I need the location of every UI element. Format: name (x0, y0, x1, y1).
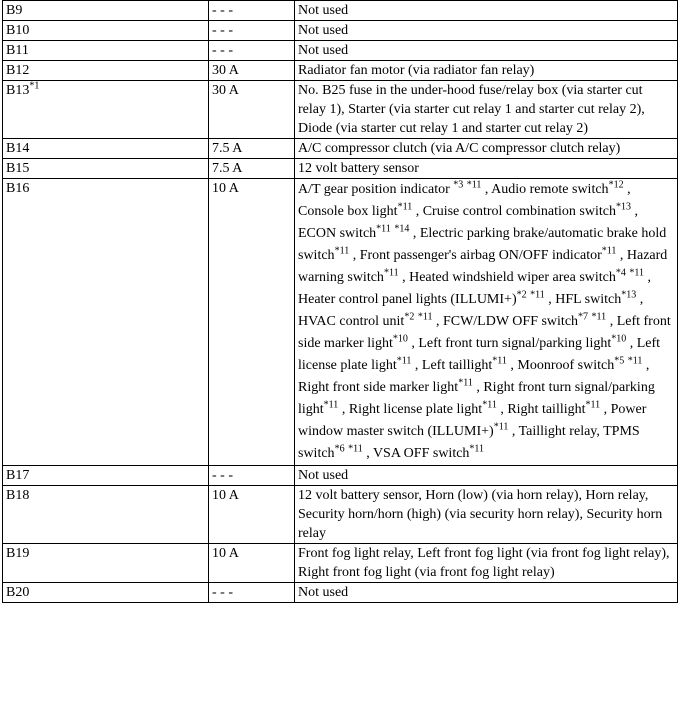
fuse-circuit: 12 volt battery sensor, Horn (low) (via horn relay), Horn relay, Security horn/horn (high) (via security horn relay), Security horn relay (295, 486, 678, 544)
footnote-marker: *11 (601, 245, 617, 257)
footnote-marker: *11 (482, 399, 497, 411)
footnote-marker: *12 (608, 179, 624, 191)
fuse-id: B17 (3, 466, 209, 486)
fuse-amperage: - - - (209, 21, 295, 41)
footnote-marker: *3 (453, 179, 464, 191)
footnote-marker: *11 (466, 179, 482, 191)
fuse-table (2, 0, 678, 603)
fuse-id: B16 (3, 179, 209, 466)
footnote-marker: *11 (458, 377, 473, 389)
table-row (3, 61, 678, 81)
footnote-marker: *6 (334, 443, 345, 455)
fuse-circuit: Front fog light relay, Left front fog light (via front fog light relay), Right front fog light (via front fog light relay) (295, 544, 678, 583)
fuse-id: B10 (3, 21, 209, 41)
table-row (3, 583, 678, 603)
footnote-marker: *2 (404, 311, 415, 323)
fuse-circuit: A/C compressor clutch (via A/C compressor clutch relay) (295, 139, 678, 159)
fuse-id: B19 (3, 544, 209, 583)
footnote-marker: *11 (323, 399, 339, 411)
footnote-marker: *11 (585, 399, 601, 411)
footnote-marker: *10 (392, 333, 408, 345)
fuse-amperage: 10 A (209, 544, 295, 583)
fuse-amperage: 30 A (209, 81, 295, 139)
fuse-id: B20 (3, 583, 209, 603)
footnote-marker: *10 (611, 333, 627, 345)
table-row (3, 41, 678, 61)
fuse-circuit: Not used (295, 583, 678, 603)
footnote-marker: *11 (493, 421, 509, 433)
fuse-id: B14 (3, 139, 209, 159)
footnote-marker: *11 (492, 355, 507, 367)
fuse-id-cell (3, 81, 209, 139)
fuse-circuit: Not used (295, 1, 678, 21)
footnote-marker: *11 (469, 443, 485, 455)
footnote-marker: *11 (383, 267, 399, 279)
footnote-marker: *11 (348, 443, 363, 455)
footnote-marker: *4 (615, 267, 626, 279)
table-row (3, 544, 678, 583)
fuse-circuit: A/T gear position indicator $^{*3}$ $^{*11}$ , Audio remote switch$^{*12}$ , Console box light$^{*11}$ , Cruise control combination switch$^{*13}$ , ECON switch$^{*11}$ $^{*14}$ , Electric parking brake/automatic brake hold switch$^{*11}$ , Front passenger's airbag ON/OFF indicator$^{*11}$ , Hazard warning switch$^{*11}$ , Heated windshield wiper area switch$^{*4}$ $^{*11}$ , Heater control panel lights (ILLUMI+)$^{*2}$ $^{*11}$ , HFL switch$^{*13}$ , HVAC control unit$^{*2}$ $^{*11}$ , FCW/LDW OFF switch$^{*7}$ $^{*11}$ , Left front side marker light$^{*10}$ , Left front turn signal/parking light$^{*10}$ , Left license plate light$^{*11}$ , Left taillight$^{*11}$ , Moonroof switch$^{*5}$ $^{*11}$ , Right front side marker light$^{*11}$ , Right front turn signal/parking light$^{*11}$ , Right license plate light$^{*11}$ , Right taillight$^{*11}$ , Power window master switch (ILLUMI+)$^{*11}$ , Taillight relay, TPMS switch$^{*6}$ $^{*11}$ , VSA OFF switch$^{*11}$ (295, 179, 678, 466)
footnote-marker: *11 (334, 245, 350, 257)
footnote-marker: *11 (376, 223, 391, 235)
footnote-marker: *14 (394, 223, 410, 235)
fuse-amperage: - - - (209, 41, 295, 61)
footnote-marker: *1 (29, 80, 40, 92)
footnote-marker: *5 (614, 355, 625, 367)
fuse-amperage: - - - (209, 466, 295, 486)
table-row (3, 139, 678, 159)
footnote-marker: *11 (530, 289, 545, 301)
table-row (3, 1, 678, 21)
fuse-id: B9 (3, 1, 209, 21)
fuse-circuit: No. B25 fuse in the under-hood fuse/relay box (via starter cut relay 1), Starter (via starter cut relay 1 and starter cut relay 2), Diode (via starter cut relay 1 and starter cut relay 2) (295, 81, 678, 139)
fuse-id: B13 (6, 83, 30, 98)
fuse-amperage: 7.5 A (209, 159, 295, 179)
footnote-marker: *13 (615, 201, 631, 213)
fuse-amperage: 10 A (209, 486, 295, 544)
fuse-id: B11 (3, 41, 209, 61)
fuse-amperage: 7.5 A (209, 139, 295, 159)
footnote-marker: *11 (627, 355, 643, 367)
footnote-marker: *11 (397, 201, 413, 213)
fuse-circuit: Not used (295, 21, 678, 41)
table-row (3, 179, 678, 466)
footnote-marker: *11 (629, 267, 645, 279)
fuse-id: B18 (3, 486, 209, 544)
footnote-marker: *13 (621, 289, 637, 301)
fuse-circuit: Radiator fan motor (via radiator fan relay) (295, 61, 678, 81)
footnote-marker: *11 (417, 311, 433, 323)
table-row (3, 21, 678, 41)
fuse-circuit: Not used (295, 466, 678, 486)
footnote-marker: *11 (396, 355, 412, 367)
fuse-circuit: Not used (295, 41, 678, 61)
fuse-circuit: 12 volt battery sensor (295, 159, 678, 179)
table-row (3, 81, 678, 139)
table-row (3, 486, 678, 544)
fuse-id: B15 (3, 159, 209, 179)
footnote-marker: *2 (516, 289, 527, 301)
fuse-amperage: 30 A (209, 61, 295, 81)
footnote-marker: *7 (578, 311, 589, 323)
fuse-id: B12 (3, 61, 209, 81)
fuse-amperage: - - - (209, 583, 295, 603)
fuse-amperage: - - - (209, 1, 295, 21)
table-row (3, 159, 678, 179)
footnote-marker: *11 (591, 311, 607, 323)
fuse-amperage: 10 A (209, 179, 295, 466)
table-row (3, 466, 678, 486)
